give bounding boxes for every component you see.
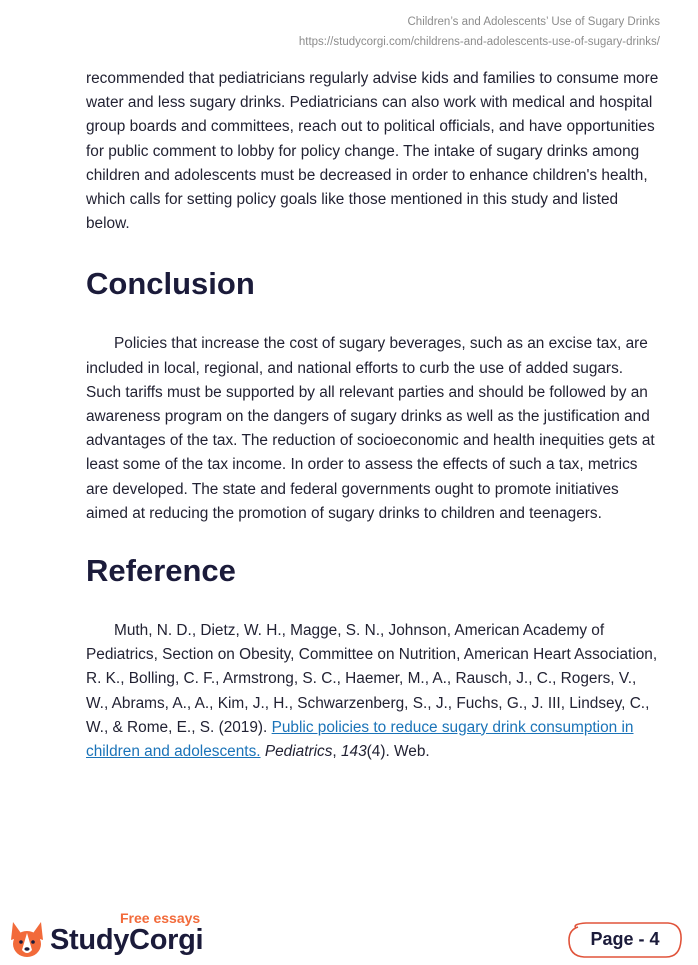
studycorgi-logo[interactable]: [10, 910, 220, 960]
document-url[interactable]: https://studycorgi.com/childrens-and-adolescents-use-of-sugary-drinks/: [298, 36, 660, 48]
reference-separator: ,: [332, 743, 341, 761]
reference-entry: [86, 619, 662, 764]
page-number-badge: [566, 920, 684, 960]
conclusion-paragraph: Policies that increase the cost of sugary beverages, such as an excise tax, are included in local, regional, and national efforts to curb the use of added sugars. Such tariffs must be supported by all relevant parties and should be followed by an awareness program on the dangers of sugary drinks as well as the justification and advantages of the tax. The reduction of socioeconomic and health inequities gets at least some of the tax income. In order to assess the effects of such a tax, metrics are developed. The state and federal governments ought to promote initiatives aimed at reducing the promotion of sugary drinks to children and teenagers.: [86, 335, 655, 522]
reference-volume: 143: [340, 743, 367, 761]
document-title: Children’s and Adolescents’ Use of Sugary Drinks: [407, 16, 660, 28]
brand-name: StudyCorgi: [50, 924, 204, 956]
conclusion-heading: Conclusion: [86, 266, 255, 302]
reference-journal: Pediatrics: [264, 743, 333, 761]
reference-authors: Muth, N. D., Dietz, W. H., Magge, S. N., Johnson, American Academy of Pediatrics, Section on Obesity, Committee on Nutrition, American Heart Association, R. K., Bolling, C. F., Armstrong, S. C., Haemer, M., A., Rausch, J., C., Rogers, V., W., Abrams, A., A., Kim, J., H., Schwarzenberg, S., J., Fuchs, G., J. III, Lindsey, C., W., & Rome, E., S. (2019).: [86, 622, 658, 736]
document-body: [86, 67, 662, 764]
corgi-icon: [10, 920, 44, 965]
reference-link[interactable]: Public policies to reduce sugary drink consumption in children and adolescents.: [86, 718, 634, 761]
tagline: Free essays: [120, 910, 201, 926]
intro-paragraph: recommended that pediatricians regularly advise kids and families to consume more water and less sugary drinks. Pediatricians can also work with medical and hospital group boards and committees, reach out to political officials, and have opportunities for public comment to lobby for policy change. The intake of sugary drinks among children and adolescents must be decreased in order to enhance children's health, which calls for setting policy goals like those mentioned in this study and listed below.: [86, 70, 659, 233]
reference-heading: Reference: [86, 553, 236, 589]
page-header: [299, 12, 660, 52]
reference-issue: (4). Web.: [366, 743, 430, 761]
page-number: Page - 4: [590, 929, 660, 949]
